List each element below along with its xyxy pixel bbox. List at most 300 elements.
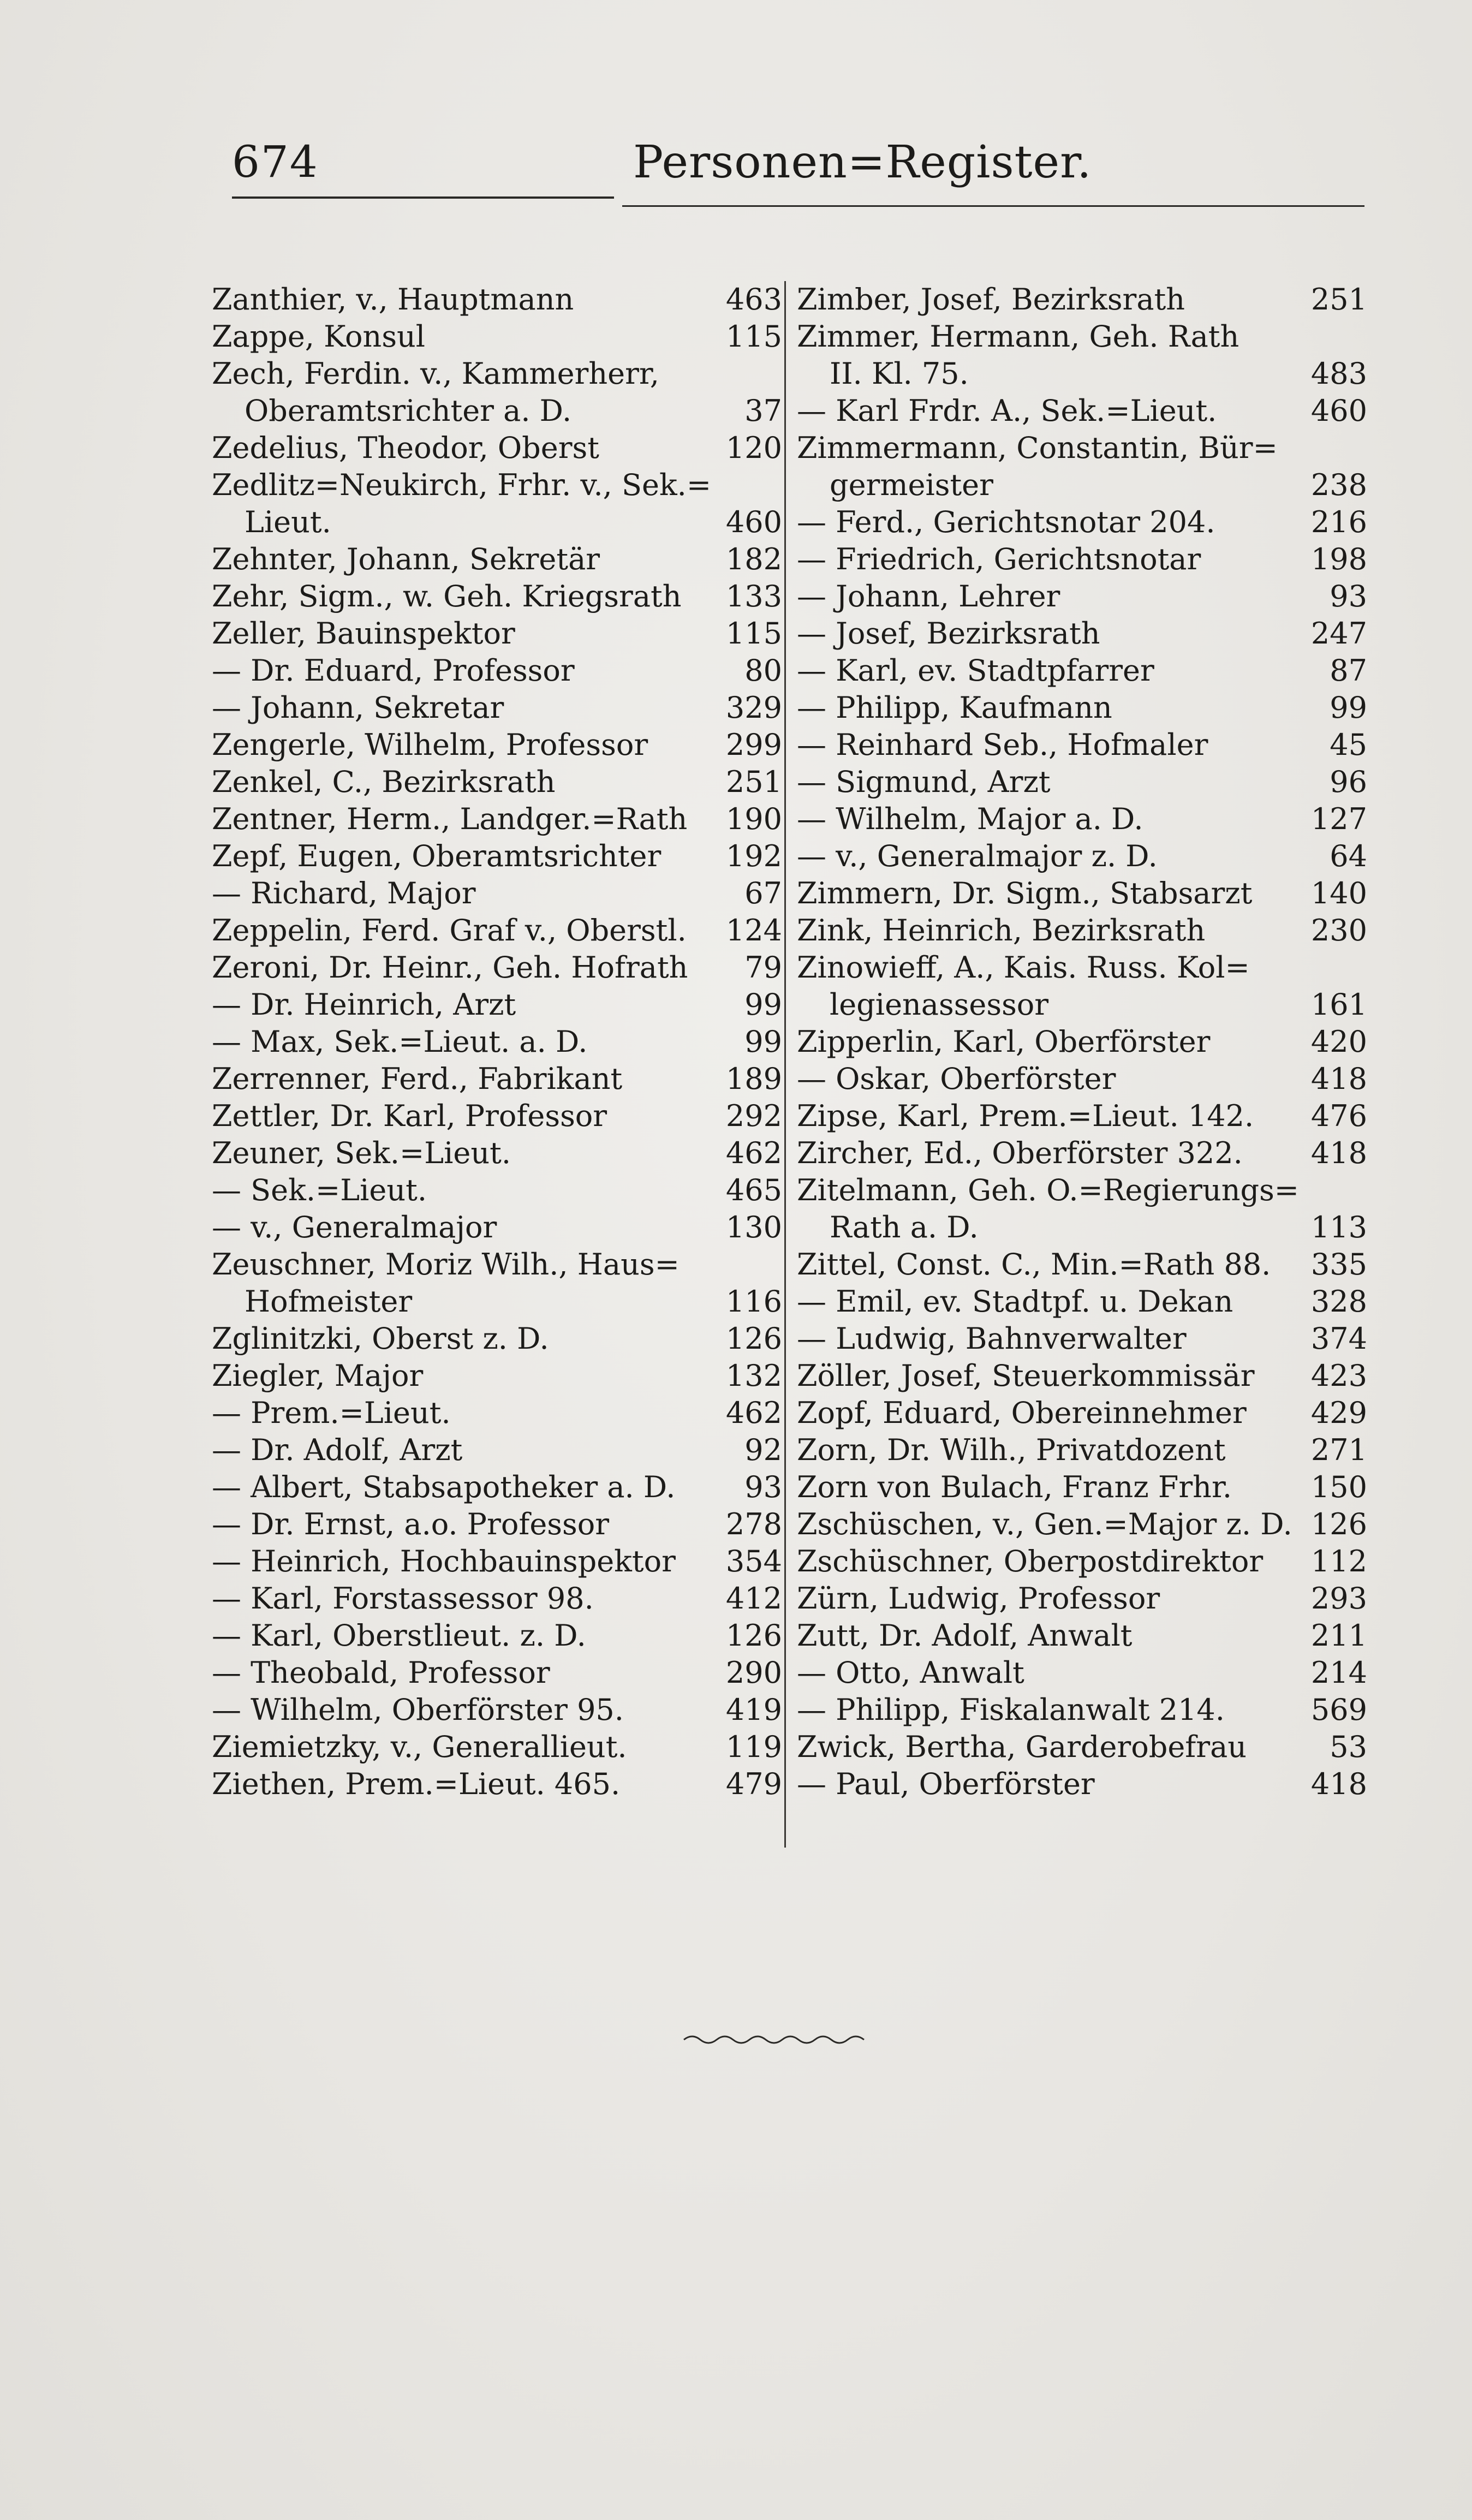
index-entry (212, 838, 782, 875)
header-rule-left (232, 196, 614, 199)
index-entry (797, 1320, 1367, 1357)
index-entry (212, 652, 782, 689)
entry-line (212, 392, 782, 430)
entry-name: Zschüschen, v., Gen.=Major z. D. (797, 1507, 1292, 1541)
entry-line (797, 1580, 1367, 1617)
entry-page-number: 99 (744, 987, 782, 1022)
index-entry (797, 1432, 1367, 1469)
entry-name: — Dr. Heinrich, Arzt (212, 987, 516, 1022)
entry-page-number: 198 (1310, 542, 1367, 576)
index-entry (797, 1766, 1367, 1803)
entry-line (797, 838, 1367, 875)
index-entry (212, 1246, 782, 1320)
index-entry (797, 578, 1367, 615)
index-entry (797, 430, 1367, 504)
entry-page-number: 418 (1310, 1136, 1367, 1170)
index-entry (797, 615, 1367, 652)
index-column-left (212, 281, 782, 1803)
page-header (232, 126, 1367, 202)
entry-name: Zenkel, C., Bezirksrath (212, 765, 556, 799)
entry-name: Zerrenner, Ferd., Fabrikant (212, 1062, 623, 1096)
entry-name: Zopf, Eduard, Obereinnehmer (797, 1396, 1247, 1430)
index-entry (212, 1617, 782, 1654)
entry-line (797, 430, 1367, 467)
entry-line (212, 1098, 782, 1135)
entry-line (797, 1395, 1367, 1432)
index-entry (797, 1135, 1367, 1172)
index-entry (797, 318, 1367, 392)
index-entry (212, 949, 782, 986)
entry-page-number: 463 (725, 282, 782, 317)
entry-line (797, 1135, 1367, 1172)
entry-page-number: 115 (725, 616, 782, 651)
entry-name: — Friedrich, Gerichtsnotar (797, 542, 1201, 576)
entry-name: Zeppelin, Ferd. Graf v., Oberstl. (212, 913, 687, 948)
entry-line (797, 1172, 1367, 1209)
entry-line (797, 578, 1367, 615)
index-entry (212, 1320, 782, 1357)
entry-line (797, 875, 1367, 912)
entry-name: Zutt, Dr. Adolf, Anwalt (797, 1618, 1133, 1653)
entry-name: Zorn, Dr. Wilh., Privatdozent (797, 1433, 1226, 1467)
entry-page-number: 182 (725, 542, 782, 576)
entry-line (212, 1061, 782, 1098)
entry-line (212, 986, 782, 1023)
entry-name: Zehr, Sigm., w. Geh. Kriegsrath (212, 579, 682, 613)
entry-page-number: 462 (725, 1136, 782, 1170)
index-entry (797, 392, 1367, 430)
index-entry (212, 1729, 782, 1766)
entry-name: Rath a. D. (830, 1210, 979, 1244)
entry-page-number: 278 (725, 1507, 782, 1541)
index-entry (212, 1061, 782, 1098)
entry-page-number: 127 (1310, 802, 1367, 836)
entry-line (797, 467, 1367, 504)
entry-line (212, 912, 782, 949)
entry-line (212, 281, 782, 318)
entry-page-number: 80 (744, 653, 782, 688)
entry-line (212, 801, 782, 838)
index-entry (797, 1654, 1367, 1691)
entry-page-number: 99 (744, 1024, 782, 1059)
entry-line (212, 1246, 782, 1283)
entry-name: germeister (830, 468, 993, 502)
entry-name: — Sek.=Lieut. (212, 1173, 427, 1207)
entry-name: Zöller, Josef, Steuerkommissär (797, 1359, 1255, 1393)
entry-page-number: 116 (725, 1284, 782, 1319)
index-entry (797, 801, 1367, 838)
index-entry (797, 1691, 1367, 1729)
entry-page-number: 112 (1310, 1544, 1367, 1578)
entry-line (797, 1320, 1367, 1357)
entry-line (797, 281, 1367, 318)
entry-name: — Josef, Bezirksrath (797, 616, 1100, 651)
index-entry (212, 1543, 782, 1580)
entry-name: Zeuschner, Moriz Wilh., Haus= (212, 1247, 680, 1282)
entry-line (797, 1283, 1367, 1320)
entry-line (212, 467, 782, 504)
entry-name: — Paul, Oberförster (797, 1767, 1095, 1801)
entry-name: Zepf, Eugen, Oberamtsrichter (212, 839, 661, 873)
entry-line (797, 1654, 1367, 1691)
entry-name: — Theobald, Professor (212, 1655, 550, 1690)
index-entry (797, 541, 1367, 578)
entry-line (797, 1617, 1367, 1654)
entry-line (797, 986, 1367, 1023)
entry-line (212, 1506, 782, 1543)
entry-name: Zinowieff, A., Kais. Russ. Kol= (797, 950, 1250, 985)
entry-line (797, 1098, 1367, 1135)
entry-name: Zipse, Karl, Prem.=Lieut. 142. (797, 1099, 1254, 1133)
index-entry (797, 1098, 1367, 1135)
entry-page-number: 126 (725, 1618, 782, 1653)
index-entry (212, 1357, 782, 1395)
entry-line (797, 355, 1367, 392)
entry-name: Zech, Ferdin. v., Kammerherr, (212, 356, 659, 391)
entry-line (797, 726, 1367, 764)
entry-line (797, 1246, 1367, 1283)
index-entry (212, 615, 782, 652)
entry-page-number: 87 (1330, 653, 1367, 688)
entry-line (212, 355, 782, 392)
entry-name: Ziemietzky, v., Generallieut. (212, 1730, 627, 1764)
entry-name: — Wilhelm, Major a. D. (797, 802, 1143, 836)
entry-line (212, 838, 782, 875)
entry-line (797, 764, 1367, 801)
entry-line (212, 1654, 782, 1691)
entry-name: Zürn, Ludwig, Professor (797, 1581, 1160, 1616)
entry-name: Zimmern, Dr. Sigm., Stabsarzt (797, 876, 1253, 910)
entry-name: Zeuner, Sek.=Lieut. (212, 1136, 511, 1170)
index-entry (212, 430, 782, 467)
entry-line (212, 652, 782, 689)
entry-line (212, 875, 782, 912)
entry-line (212, 1432, 782, 1469)
entry-page-number: 429 (1310, 1396, 1367, 1430)
entry-page-number: 132 (725, 1359, 782, 1393)
entry-line (212, 615, 782, 652)
entry-line (797, 615, 1367, 652)
entry-page-number: 230 (1310, 913, 1367, 948)
entry-name: — Dr. Eduard, Professor (212, 653, 575, 688)
index-entry (797, 912, 1367, 949)
running-head: Personen=Register. (633, 136, 1092, 188)
entry-page-number: 96 (1330, 765, 1367, 799)
entry-name: Zitelmann, Geh. O.=Regierungs= (797, 1173, 1300, 1207)
entry-page-number: 124 (725, 913, 782, 948)
entry-page-number: 418 (1310, 1767, 1367, 1801)
index-entry (212, 467, 782, 541)
entry-line (797, 1766, 1367, 1803)
entry-page-number: 211 (1310, 1618, 1367, 1653)
index-entry (212, 281, 782, 318)
index-entry (797, 1357, 1367, 1395)
index-entry (212, 689, 782, 726)
entry-page-number: 335 (1310, 1247, 1367, 1282)
index-entry (212, 1395, 782, 1432)
index-entry (797, 689, 1367, 726)
entry-name: — v., Generalmajor (212, 1210, 497, 1244)
entry-page-number: 476 (1310, 1099, 1367, 1133)
entry-line (212, 1543, 782, 1580)
entry-line (212, 1209, 782, 1246)
entry-name: Zink, Heinrich, Bezirksrath (797, 913, 1206, 948)
entry-page-number: 133 (725, 579, 782, 613)
header-rule-right (622, 205, 1364, 207)
entry-page-number: 354 (725, 1544, 782, 1578)
entry-name: — Karl Frdr. A., Sek.=Lieut. (797, 394, 1217, 428)
entry-name: Zehnter, Johann, Sekretär (212, 542, 600, 576)
entry-name: Zimber, Josef, Bezirksrath (797, 282, 1185, 317)
index-entry (797, 504, 1367, 541)
index-entry (797, 949, 1367, 1023)
entry-name: Zettler, Dr. Karl, Professor (212, 1099, 607, 1133)
entry-page-number: 465 (725, 1173, 782, 1207)
entry-page-number: 140 (1310, 876, 1367, 910)
entry-page-number: 93 (744, 1470, 782, 1504)
entry-page-number: 290 (725, 1655, 782, 1690)
index-entry (212, 1172, 782, 1209)
entry-line (797, 504, 1367, 541)
entry-line (212, 1691, 782, 1729)
entry-name: Lieut. (245, 505, 331, 539)
entry-page-number: 460 (1310, 394, 1367, 428)
index-entry (212, 1506, 782, 1543)
entry-page-number: 190 (725, 802, 782, 836)
entry-line (212, 764, 782, 801)
index-column-right (797, 281, 1367, 1803)
entry-line (212, 1135, 782, 1172)
entry-name: — Karl, Oberstlieut. z. D. (212, 1618, 586, 1653)
entry-name: Zengerle, Wilhelm, Professor (212, 728, 648, 762)
entry-line (212, 1766, 782, 1803)
index-entry (212, 1209, 782, 1246)
entry-name: — Albert, Stabsapotheker a. D. (212, 1470, 676, 1504)
index-entry (797, 875, 1367, 912)
entry-line (212, 1469, 782, 1506)
entry-page-number: 251 (725, 765, 782, 799)
entry-name: — Philipp, Kaufmann (797, 690, 1112, 725)
index-entry (212, 1432, 782, 1469)
entry-name: — Prem.=Lieut. (212, 1396, 451, 1430)
entry-page-number: 460 (725, 505, 782, 539)
entry-page-number: 115 (725, 319, 782, 354)
entry-line (212, 689, 782, 726)
entry-name: Zschüschner, Oberpostdirektor (797, 1544, 1264, 1578)
entry-page-number: 569 (1310, 1693, 1367, 1727)
index-entry (797, 1729, 1367, 1766)
entry-page-number: 67 (744, 876, 782, 910)
entry-name: Hofmeister (245, 1284, 413, 1319)
entry-line (212, 1580, 782, 1617)
index-entry (797, 1283, 1367, 1320)
entry-page-number: 214 (1310, 1655, 1367, 1690)
index-entry (797, 1172, 1367, 1246)
entry-line (212, 1729, 782, 1766)
end-ornament (681, 2028, 867, 2050)
entry-page-number: 412 (725, 1581, 782, 1616)
entry-page-number: 189 (725, 1062, 782, 1096)
index-entry (212, 1580, 782, 1617)
entry-name: Zentner, Herm., Landger.=Rath (212, 802, 688, 836)
entry-name: — Max, Sek.=Lieut. a. D. (212, 1024, 588, 1059)
index-entry (212, 986, 782, 1023)
entry-name: — Wilhelm, Oberförster 95. (212, 1693, 624, 1727)
entry-name: II. Kl. 75. (830, 356, 969, 391)
entry-name: — Oskar, Oberförster (797, 1062, 1116, 1096)
entry-name: — Ferd., Gerichtsnotar 204. (797, 505, 1215, 539)
entry-name: Zanthier, v., Hauptmann (212, 282, 574, 317)
entry-page-number: 79 (744, 950, 782, 985)
index-entry (797, 838, 1367, 875)
index-entry (797, 1061, 1367, 1098)
entry-line (797, 1023, 1367, 1061)
index-entry (212, 541, 782, 578)
entry-name: — Richard, Major (212, 876, 476, 910)
entry-page-number: 192 (725, 839, 782, 873)
entry-line (212, 949, 782, 986)
entry-page-number: 292 (725, 1099, 782, 1133)
entry-name: — Johann, Sekretar (212, 690, 504, 725)
entry-name: Zittel, Const. C., Min.=Rath 88. (797, 1247, 1271, 1282)
index-entry (797, 1543, 1367, 1580)
index-entry (212, 764, 782, 801)
index-entry (797, 726, 1367, 764)
entry-page-number: 293 (1310, 1581, 1367, 1616)
entry-name: — Johann, Lehrer (797, 579, 1060, 613)
entry-page-number: 423 (1310, 1359, 1367, 1393)
entry-name: Zimmer, Hermann, Geh. Rath (797, 319, 1239, 354)
index-entry (212, 1023, 782, 1061)
entry-name: Zappe, Konsul (212, 319, 426, 354)
entry-page-number: 161 (1310, 987, 1367, 1022)
entry-name: — Dr. Ernst, a.o. Professor (212, 1507, 610, 1541)
entry-page-number: 216 (1310, 505, 1367, 539)
entry-name: — Philipp, Fiskalanwalt 214. (797, 1693, 1225, 1727)
entry-line (212, 1023, 782, 1061)
entry-page-number: 462 (725, 1396, 782, 1430)
entry-page-number: 53 (1330, 1730, 1367, 1764)
entry-page-number: 418 (1310, 1062, 1367, 1096)
entry-line (212, 1320, 782, 1357)
index-entry (212, 1135, 782, 1172)
entry-page-number: 483 (1310, 356, 1367, 391)
entry-name: Ziethen, Prem.=Lieut. 465. (212, 1767, 621, 1801)
entry-name: — Sigmund, Arzt (797, 765, 1051, 799)
entry-page-number: 126 (1310, 1507, 1367, 1541)
entry-page-number: 92 (744, 1433, 782, 1467)
entry-line (797, 652, 1367, 689)
entry-line (797, 949, 1367, 986)
index-entry (797, 1469, 1367, 1506)
index-entry (797, 1246, 1367, 1283)
entry-line (212, 1395, 782, 1432)
entry-name: Zimmermann, Constantin, Bür= (797, 431, 1278, 465)
entry-line (797, 912, 1367, 949)
index-entry (212, 726, 782, 764)
entry-line (797, 1432, 1367, 1469)
entry-line (797, 318, 1367, 355)
entry-page-number: 120 (725, 431, 782, 465)
entry-name: Zeller, Bauinspektor (212, 616, 515, 651)
entry-page-number: 126 (725, 1321, 782, 1356)
index-entry (797, 764, 1367, 801)
entry-page-number: 119 (725, 1730, 782, 1764)
entry-name: — Emil, ev. Stadtpf. u. Dekan (797, 1284, 1233, 1319)
entry-name: Zorn von Bulach, Franz Frhr. (797, 1470, 1232, 1504)
entry-line (212, 1172, 782, 1209)
entry-line (797, 1469, 1367, 1506)
entry-name: Oberamtsrichter a. D. (245, 394, 572, 428)
index-entry (212, 875, 782, 912)
entry-name: Zwick, Bertha, Garderobefrau (797, 1730, 1247, 1764)
entry-line (212, 1283, 782, 1320)
entry-name: — Reinhard Seb., Hofmaler (797, 728, 1208, 762)
entry-name: Zedelius, Theodor, Oberst (212, 431, 599, 465)
entry-page-number: 420 (1310, 1024, 1367, 1059)
entry-name: Zedlitz=Neukirch, Frhr. v., Sek.= (212, 468, 712, 502)
column-divider (784, 281, 786, 1848)
entry-line (797, 1061, 1367, 1098)
entry-line (797, 392, 1367, 430)
entry-page-number: 99 (1330, 690, 1367, 725)
index-entry (797, 1023, 1367, 1061)
entry-line (212, 504, 782, 541)
index-entry (212, 801, 782, 838)
index-entry (212, 1469, 782, 1506)
entry-page-number: 299 (725, 728, 782, 762)
entry-line (797, 1691, 1367, 1729)
index-entry (212, 578, 782, 615)
page-number: 674 (232, 136, 319, 187)
entry-name: — Dr. Adolf, Arzt (212, 1433, 463, 1467)
index-entry (212, 1691, 782, 1729)
index-entry (212, 912, 782, 949)
index-entry (797, 1617, 1367, 1654)
entry-name: Ziegler, Major (212, 1359, 424, 1393)
entry-line (797, 1543, 1367, 1580)
index-entry (797, 1506, 1367, 1543)
entry-line (797, 689, 1367, 726)
entry-line (212, 578, 782, 615)
entry-line (797, 1506, 1367, 1543)
index-entry (212, 1654, 782, 1691)
entry-page-number: 271 (1310, 1433, 1367, 1467)
entry-name: — v., Generalmajor z. D. (797, 839, 1158, 873)
entry-name: — Heinrich, Hochbauinspektor (212, 1544, 676, 1578)
entry-name: legienassessor (830, 987, 1049, 1022)
entry-line (797, 541, 1367, 578)
entry-page-number: 247 (1310, 616, 1367, 651)
index-entry (212, 318, 782, 355)
entry-line (212, 430, 782, 467)
entry-line (212, 726, 782, 764)
entry-page-number: 45 (1330, 728, 1367, 762)
entry-page-number: 93 (1330, 579, 1367, 613)
entry-page-number: 419 (725, 1693, 782, 1727)
entry-name: Zircher, Ed., Oberförster 322. (797, 1136, 1243, 1170)
index-entry (797, 652, 1367, 689)
entry-line (212, 1617, 782, 1654)
entry-line (797, 1209, 1367, 1246)
index-entry (212, 1098, 782, 1135)
index-entry (797, 1580, 1367, 1617)
entry-page-number: 251 (1310, 282, 1367, 317)
entry-page-number: 329 (725, 690, 782, 725)
index-entry (212, 1766, 782, 1803)
entry-page-number: 479 (725, 1767, 782, 1801)
entry-line (212, 318, 782, 355)
